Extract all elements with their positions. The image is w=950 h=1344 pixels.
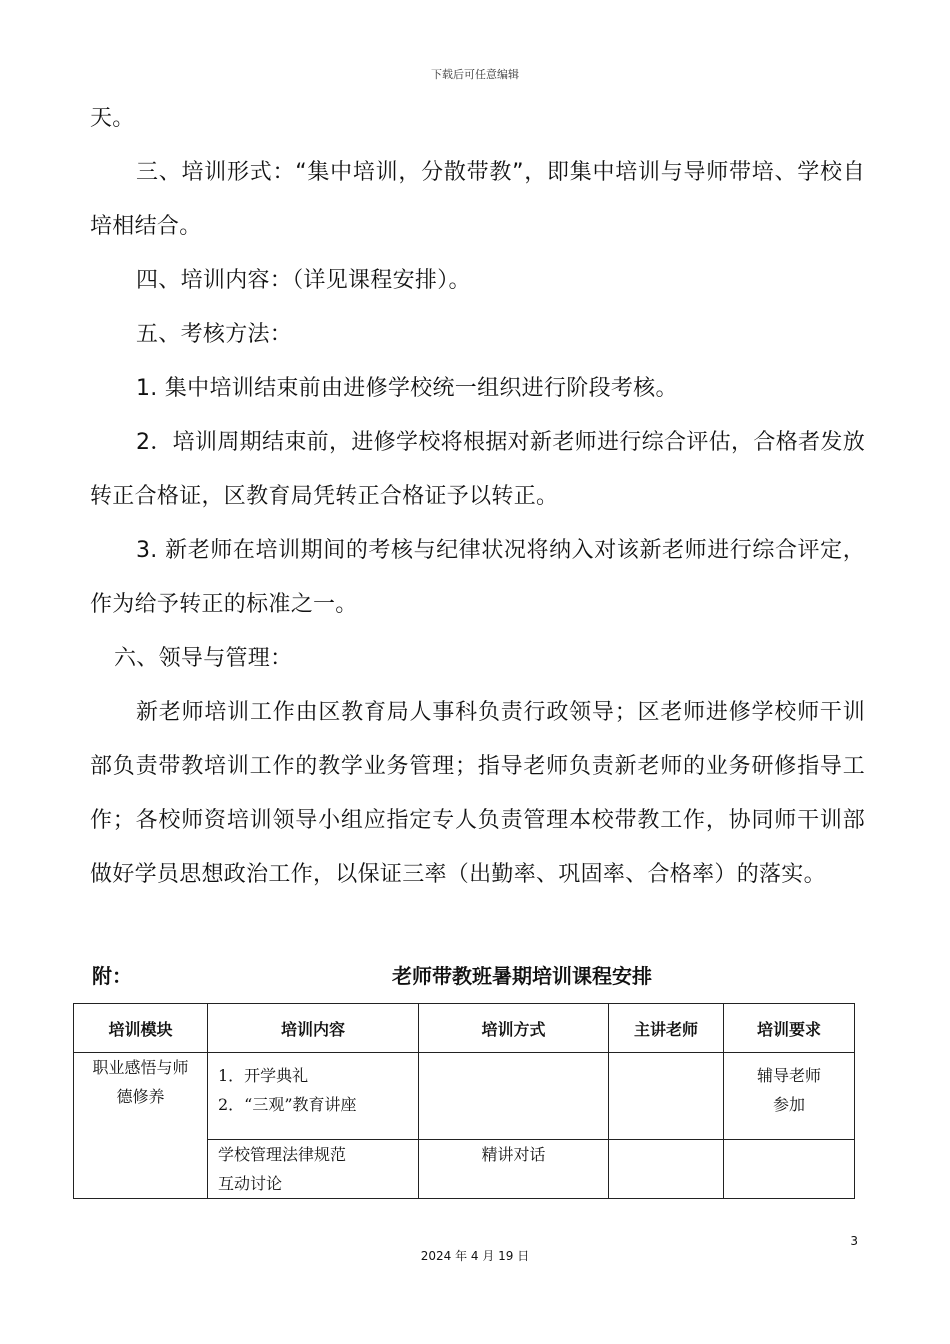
- paragraph-assessment-1: 1. 集中培训结束前由进修学校统一组织进行阶段考核。: [136, 376, 678, 401]
- cell-requirement: [724, 1140, 855, 1199]
- content-line: 2．“三观”教育讲座: [218, 1095, 357, 1114]
- course-schedule-table: [73, 1003, 855, 1199]
- cell-module: [74, 1053, 208, 1199]
- paragraph-continuation: 天。: [90, 106, 135, 131]
- page-header: 下载后可任意编辑: [431, 68, 519, 81]
- footer-date: 2024 年 4 月 19 日: [420, 1249, 530, 1263]
- cell-method: [419, 1053, 609, 1140]
- paragraph-leadership-heading: 六、领导与管理：: [114, 646, 293, 671]
- header-requirement: 培训要求: [724, 1004, 855, 1053]
- header-module: 培训模块: [74, 1004, 208, 1053]
- header-teacher: 主讲老师: [609, 1004, 724, 1053]
- page-number: 3: [850, 1234, 858, 1248]
- content-line: 学校管理法律规范: [218, 1145, 347, 1164]
- paragraph-assessment-2: 2．培训周期结束前，进修学校将根据对新老师进行综合评估，合格者发放转正合格证，区教育局凭转正合格证予以转正。: [90, 430, 865, 509]
- content-line: 1．开学典礼: [218, 1066, 309, 1085]
- paragraph-assessment-heading: 五、考核方法：: [136, 322, 293, 347]
- paragraph-leadership-body: 新老师培训工作由区教育局人事科负责行政领导；区老师进修学校师干训部负责带教培训工作的教学业务管理；指导老师负责新老师的业务研修指导工作；各校师资培训领导小组应指定专人负责管理本校带教工作，协同师干训部做好学员思想政治工作，以保证三率（出勤率、巩固率、合格率）的落实。: [90, 700, 865, 887]
- cell-content: [208, 1140, 419, 1199]
- cell-content: [208, 1053, 419, 1140]
- paragraph-assessment-3: 3. 新老师在培训期间的考核与纪律状况将纳入对该新老师进行综合评定，作为给予转正的标准之一。: [90, 538, 865, 617]
- paragraph-training-form: 三、培训形式：“集中培训，分散带教”，即集中培训与导师带培、学校自培相结合。: [90, 160, 865, 239]
- paragraph-training-content: 四、培训内容：（详见课程安排）。: [136, 268, 471, 293]
- cell-teacher: [609, 1053, 724, 1140]
- table-header-row: [74, 1004, 855, 1053]
- requirement-text: 辅导老师参加: [757, 1066, 822, 1114]
- header-content: 培训内容: [208, 1004, 419, 1053]
- content-line: 互动讨论: [218, 1174, 283, 1193]
- cell-requirement: [724, 1053, 855, 1140]
- cell-method: 精讲对话: [419, 1140, 609, 1199]
- table-row: [74, 1053, 855, 1140]
- header-method: 培训方式: [419, 1004, 609, 1053]
- module-text: 职业感悟与师德修养: [92, 1058, 189, 1106]
- table-title: 老师带教班暑期培训课程安排: [392, 964, 652, 988]
- cell-teacher: [609, 1140, 724, 1199]
- attachment-label: 附：: [92, 964, 132, 988]
